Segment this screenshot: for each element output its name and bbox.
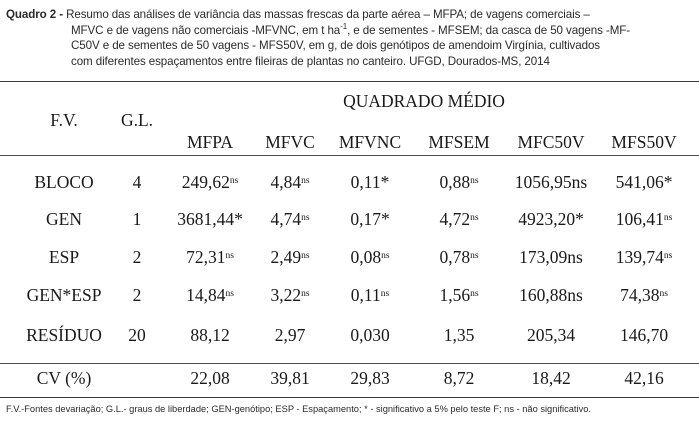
table-row-df: 2 [132, 247, 142, 267]
significance-mark: ns [663, 251, 673, 261]
cell-value: 1,35 [443, 325, 475, 345]
cell-value: 4,84 [270, 172, 302, 192]
table-cell [270, 247, 309, 267]
table-footnote: F.V.-Fontes devariação; G.L.- graus de liberdade; GEN-genótipo; ESP - Espaçamento; * - significativo a 5% pelo teste F; ns - não significativo. [6, 404, 591, 414]
significance-mark: ns [301, 213, 310, 223]
cell-value: 2,97 [274, 325, 306, 345]
table-cell [186, 285, 234, 305]
caption-line-2: MFVC e de vagens não comerciais -MFVNC, em t $ha^{-1}$, e de sementes - MFSEM; da casca de 50 vagens -MF- [71, 21, 630, 37]
table-cell [439, 247, 478, 267]
table-cell [182, 172, 239, 192]
table-cell [616, 247, 673, 267]
table-cell [275, 325, 306, 345]
table-cell [350, 247, 389, 267]
cell-value: 22,08 [190, 368, 230, 388]
cell-value: 8,72 [443, 368, 475, 388]
cell-value: 1056,95ns [514, 172, 588, 192]
table-row-df: 2 [132, 285, 142, 305]
significance-mark: ns [659, 289, 668, 299]
table-top-rule [0, 81, 699, 82]
column-header: MFVC [265, 132, 315, 152]
significance-mark: ns [381, 251, 390, 261]
cell-value: 173,09ns [519, 247, 583, 267]
table-row-source: RESÍDUO [26, 325, 102, 345]
caption-line-3: C50V e de sementes de 50 vagens - MFS50V, em g, de dois genótipos de amendoim Virgínia, cultivados [71, 39, 600, 53]
cell-value: 249,62 [181, 172, 230, 192]
significance-mark: ns [301, 251, 310, 261]
cell-value: 2,49 [270, 247, 302, 267]
residue-bottom-rule [0, 363, 699, 364]
column-header: MFSEM [428, 132, 490, 152]
table-cell [186, 247, 234, 267]
table-cell [351, 172, 390, 192]
table-cell [620, 285, 668, 305]
significance-mark: ns [663, 213, 673, 223]
caption-label: Quadro 2 - [6, 8, 63, 21]
table-cell [270, 285, 309, 305]
table-cell [527, 325, 575, 345]
table-cell [620, 325, 668, 345]
header-fv: F.V. [50, 110, 78, 130]
table-cell [444, 325, 475, 345]
cell-value: 18,42 [531, 368, 571, 388]
table-cell [624, 368, 663, 388]
significance-mark: ns [470, 289, 479, 299]
significance-mark: ns [470, 213, 479, 223]
table-cell [616, 209, 673, 229]
header-bottom-rule [0, 155, 699, 156]
cell-value: 0,88 [439, 172, 471, 192]
table-cell [190, 368, 229, 388]
table-cell [270, 209, 309, 229]
table-caption [6, 7, 694, 70]
table-cell [531, 368, 570, 388]
table-cell [177, 209, 243, 229]
cell-value: 72,31 [186, 247, 226, 267]
cell-value: 42,16 [624, 368, 664, 388]
table-cell [350, 209, 389, 229]
table-cell [519, 285, 583, 305]
cell-value: 146,70 [619, 325, 669, 345]
table-row-source: ESP [48, 247, 80, 267]
cell-value: 4,72 [439, 209, 471, 229]
cell-value: 74,38 [620, 285, 660, 305]
cell-value: 0,11 [350, 285, 381, 305]
cell-value: 106,41 [615, 209, 664, 229]
table-row-df: 1 [132, 209, 142, 229]
cell-value: 0,17* [350, 209, 390, 229]
table-cell [351, 285, 389, 305]
cell-value: 3681,44* [177, 209, 243, 229]
cell-value: 0,08 [350, 247, 382, 267]
cell-value: 4923,20* [518, 209, 584, 229]
table-cell [190, 325, 229, 345]
header-gl: G.L. [120, 110, 154, 130]
cell-value: 29,83 [350, 368, 390, 388]
cell-value: 88,12 [190, 325, 230, 345]
table-row-source: GEN*ESP [26, 285, 102, 305]
cell-value: 1,56 [439, 285, 471, 305]
header-quadrado-medio: QUADRADO MÉDIO [343, 91, 505, 111]
cell-value: 0,78 [439, 247, 471, 267]
cell-value: 160,88ns [519, 285, 583, 305]
caption-line-1 [6, 7, 694, 23]
cell-value: 0,030 [350, 325, 390, 345]
cell-value: 0,11* [350, 172, 390, 192]
table-cell [350, 325, 389, 345]
table-row-source: GEN [46, 209, 82, 229]
cell-value: 39,81 [270, 368, 310, 388]
column-header: MFS50V [611, 132, 677, 152]
significance-mark: ns [301, 289, 310, 299]
significance-mark: ns [470, 176, 479, 186]
table-bottom-rule [0, 397, 699, 398]
table-cell [270, 368, 309, 388]
table-cell [616, 172, 673, 192]
table-cell [350, 368, 389, 388]
significance-mark: ns [225, 289, 234, 299]
significance-mark: ns [225, 251, 234, 261]
cell-value: 541,06* [615, 172, 673, 192]
caption-line-1-text: Resumo das análises de variância das massas frescas da parte aérea – MFPA; de vagens comerciais – [66, 8, 590, 21]
table-cell [439, 285, 478, 305]
cell-value: 205,34 [526, 325, 576, 345]
column-header: MFVNC [338, 132, 402, 152]
significance-mark: ns [301, 176, 310, 186]
caption-line-4: com diferentes espaçamentos entre fileiras de plantas no canteiro. UFGD, Dourados-MS, 2014 [71, 55, 550, 69]
table-cell [270, 172, 309, 192]
cell-value: 139,74 [615, 247, 664, 267]
table-cell [515, 172, 587, 192]
cell-value: 3,22 [270, 285, 302, 305]
column-header: MFC50V [517, 132, 585, 152]
cell-value: 14,84 [186, 285, 226, 305]
cv-row-source: CV (%) [36, 368, 92, 388]
significance-mark: ns [470, 251, 479, 261]
significance-mark: ns [229, 176, 239, 186]
table-cell [444, 368, 475, 388]
table-cell [518, 209, 584, 229]
table-row-df: 20 [128, 325, 146, 345]
table-cell [519, 247, 583, 267]
table-row-df: 4 [132, 172, 142, 192]
table-cell [439, 209, 478, 229]
cell-value: 4,74 [270, 209, 302, 229]
table-row-source: BLOCO [34, 172, 94, 192]
column-header: MFPA [186, 132, 234, 152]
table-cell [439, 172, 478, 192]
significance-mark: ns [380, 289, 390, 299]
